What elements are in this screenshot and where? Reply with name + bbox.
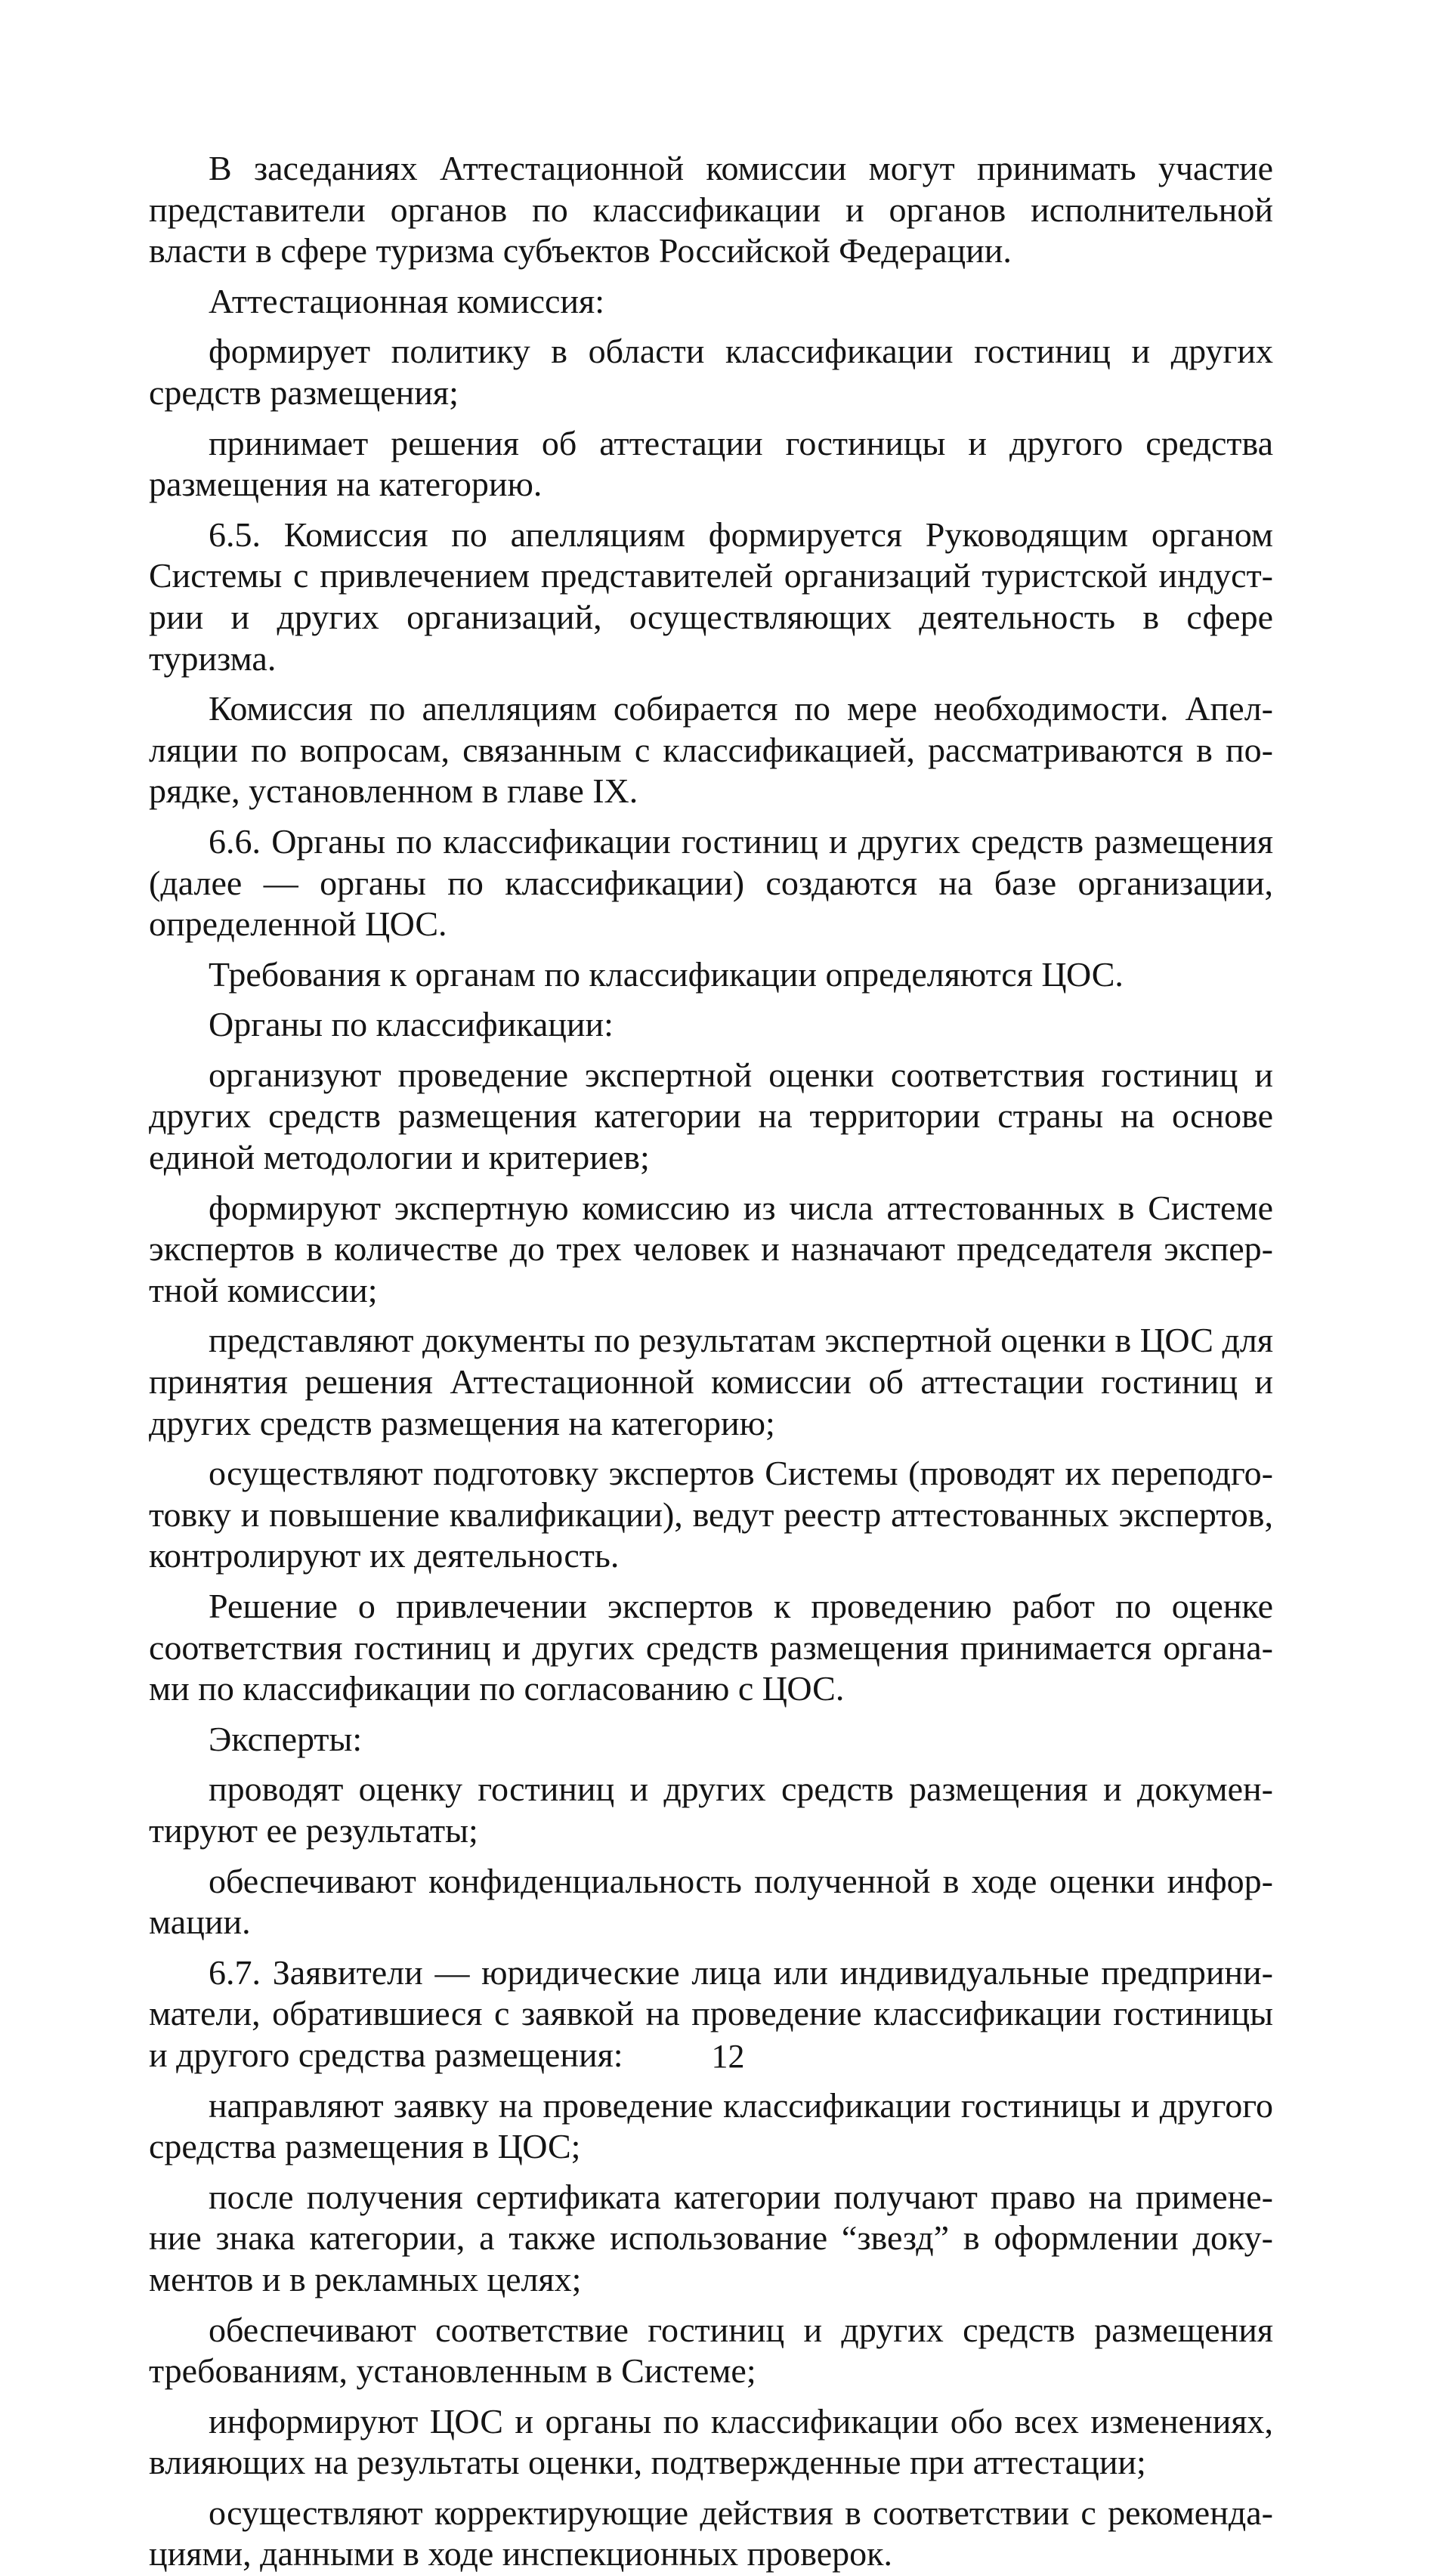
paragraph: проводят оценку гостиниц и других средств размещения и документируют ее результаты; <box>149 1770 1273 1850</box>
paragraph: принимает решения об аттестации гостиницы и другого средства размещения на категорию. <box>149 423 1273 504</box>
page-number: 12 <box>711 2038 745 2075</box>
paragraph: представляют документы по результатам экспертной оценки в ЦОС для принятия решения Аттестационной комиссии об аттестации гостиниц и других средств размещения на категорию; <box>149 1321 1273 1442</box>
document-body <box>149 148 1273 2575</box>
paragraph: осуществляют корректирующие действия в соответствии с рекомендациями, данными в ходе инспекционных проверок. <box>149 2493 1273 2573</box>
paragraph: формируют экспертную комиссию из числа аттестованных в Системе экспертов в количестве до трех человек и назначают председателя экспертной комиссии; <box>149 1188 1273 1309</box>
paragraph: Требования к органам по классификации определяются ЦОС. <box>209 954 1124 994</box>
paragraph: организуют проведение экспертной оценки соответствия гостиниц и других средств размещения категории на территории страны на основе единой методологии и критериев; <box>149 1055 1273 1177</box>
paragraph: формирует политику в области классификации гостиниц и других средств размещения; <box>149 332 1273 412</box>
paragraph: 6.5. Комиссия по апелляциям формируется Руководящим органом Системы с привлечением представителей организаций туристской индустрии и других организаций, осуществляющих деятельность в сфере туризма. <box>149 515 1273 678</box>
paragraph: 6.7. Заявители — юридические лица или индивидуальные предприниматели, обратившиеся с заявкой на проведение классификации гостиницы и другого средства размещения: <box>149 1952 1273 2074</box>
paragraph: информируют ЦОС и органы по классификации обо всех изменениях, влияющих на результаты оценки, подтвержденные при аттестации; <box>149 2401 1273 2482</box>
paragraph: В заседаниях Аттестационной комиссии могут принимать участие представители органов по классификации и органов исполнительной власти в сфере туризма субъектов Российской Федерации. <box>149 149 1273 270</box>
paragraph: Органы по классификации: <box>209 1005 614 1044</box>
paragraph: осуществляют подготовку экспертов Системы (проводят их переподготовку и повышение квалификации), ведут реестр аттестованных экспертов, контролируют их деятельность. <box>149 1454 1273 1575</box>
paragraph: обеспечивают соответствие гостиниц и других средств размещения требованиям, установленным в Системе; <box>149 2310 1273 2391</box>
paragraph: Решение о привлечении экспертов к проведению работ по оценке соответствия гостиниц и других средств размещения принимается органами по классификации по согласованию с ЦОС. <box>149 1587 1273 1708</box>
paragraph: 6.6. Органы по классификации гостиниц и других средств размещения (далее — органы по классификации) создаются на базе организации, определенной ЦОС. <box>149 821 1273 944</box>
paragraph: Эксперты: <box>209 1719 363 1758</box>
paragraph: направляют заявку на проведение классификации гостиницы и другого средства размещения в ЦОС; <box>149 2085 1273 2166</box>
paragraph: обеспечивают конфиденциальность полученной в ходе оценки информации. <box>149 1861 1273 1942</box>
paragraph: после получения сертификата категории получают право на применение знака категории, а также использование “звезд” в оформлении документов и в рекламных целях; <box>149 2177 1273 2298</box>
paragraph: Комиссия по апелляциям собирается по мере необходимости. Апелляции по вопросам, связанным с классификацией, рассматриваются в порядке, установленном в главе IX. <box>149 689 1273 811</box>
paragraph: Аттестационная комиссия: <box>209 281 604 320</box>
